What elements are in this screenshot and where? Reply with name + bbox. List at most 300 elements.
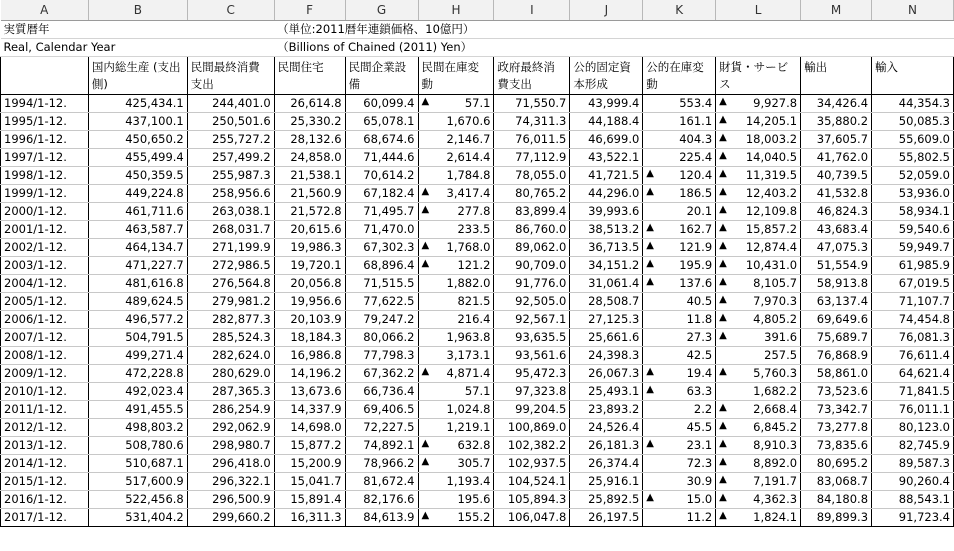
negative-value-cell[interactable]	[716, 238, 801, 256]
value-cell[interactable]: 73,342.7	[801, 400, 872, 418]
value-cell[interactable]: 40,739.5	[801, 166, 872, 184]
value-cell[interactable]: 21,572.8	[274, 202, 345, 220]
value-cell[interactable]: 67,362.2	[345, 364, 418, 382]
value-cell[interactable]: 2,146.7	[418, 130, 494, 148]
value-cell[interactable]: 481,616.8	[88, 274, 187, 292]
value-cell[interactable]: 38,513.2	[570, 220, 643, 238]
value-cell[interactable]: 26,067.3	[570, 364, 643, 382]
negative-value-cell[interactable]	[716, 418, 801, 436]
negative-value-cell[interactable]	[643, 166, 716, 184]
value-cell[interactable]: 298,980.7	[187, 436, 274, 454]
value-cell[interactable]: 61,985.9	[872, 256, 954, 274]
value-cell[interactable]: 44,188.4	[570, 112, 643, 130]
value-cell[interactable]: 450,359.5	[88, 166, 187, 184]
value-cell[interactable]: 39,993.6	[570, 202, 643, 220]
value-cell[interactable]: 404.3	[643, 130, 716, 148]
value-cell[interactable]: 76,611.4	[872, 346, 954, 364]
value-cell[interactable]: 76,011.5	[494, 130, 570, 148]
value-cell[interactable]: 67,019.5	[872, 274, 954, 292]
value-cell[interactable]: 45.5	[643, 418, 716, 436]
column-header-h[interactable]: H	[418, 0, 494, 20]
negative-value-cell[interactable]	[418, 94, 494, 112]
value-cell[interactable]: 19,986.3	[274, 238, 345, 256]
value-cell[interactable]: 76,868.9	[801, 346, 872, 364]
year-cell[interactable]: 2001/1-12.	[1, 220, 89, 238]
value-cell[interactable]: 18,184.3	[274, 328, 345, 346]
value-cell[interactable]: 464,134.7	[88, 238, 187, 256]
value-cell[interactable]: 36,713.5	[570, 238, 643, 256]
value-cell[interactable]: 1,024.8	[418, 400, 494, 418]
value-cell[interactable]: 79,247.2	[345, 310, 418, 328]
value-cell[interactable]: 47,075.3	[801, 238, 872, 256]
series-header[interactable]: 公的固定資本形成	[570, 56, 643, 94]
value-cell[interactable]: 60,099.4	[345, 94, 418, 112]
value-cell[interactable]: 225.4	[643, 148, 716, 166]
series-header[interactable]: 民間企業設備	[345, 56, 418, 94]
value-cell[interactable]: 279,981.2	[187, 292, 274, 310]
value-cell[interactable]: 11.2	[643, 508, 716, 526]
value-cell[interactable]: 24,858.0	[274, 148, 345, 166]
value-cell[interactable]: 105,894.3	[494, 490, 570, 508]
value-cell[interactable]: 58,913.8	[801, 274, 872, 292]
value-cell[interactable]: 14,698.0	[274, 418, 345, 436]
negative-value-cell[interactable]	[643, 238, 716, 256]
value-cell[interactable]: 84,613.9	[345, 508, 418, 526]
value-cell[interactable]: 26,614.8	[274, 94, 345, 112]
value-cell[interactable]: 498,803.2	[88, 418, 187, 436]
value-cell[interactable]: 296,322.1	[187, 472, 274, 490]
series-header[interactable]: 国内総生産 (支出側)	[88, 56, 187, 94]
value-cell[interactable]: 78,966.2	[345, 454, 418, 472]
unit-jp[interactable]: （単位:2011暦年連鎖価格、10億円）	[274, 20, 953, 38]
value-cell[interactable]: 71,495.7	[345, 202, 418, 220]
value-cell[interactable]: 41,532.8	[801, 184, 872, 202]
value-cell[interactable]: 15,891.4	[274, 490, 345, 508]
column-header-j[interactable]: J	[570, 0, 643, 20]
value-cell[interactable]: 102,937.5	[494, 454, 570, 472]
value-cell[interactable]: 437,100.1	[88, 112, 187, 130]
value-cell[interactable]: 86,760.0	[494, 220, 570, 238]
value-cell[interactable]: 76,081.3	[872, 328, 954, 346]
value-cell[interactable]: 24,398.3	[570, 346, 643, 364]
year-cell[interactable]: 1996/1-12.	[1, 130, 89, 148]
value-cell[interactable]: 455,499.4	[88, 148, 187, 166]
value-cell[interactable]: 499,271.4	[88, 346, 187, 364]
value-cell[interactable]: 91,776.0	[494, 274, 570, 292]
value-cell[interactable]: 26,374.4	[570, 454, 643, 472]
value-cell[interactable]: 450,650.2	[88, 130, 187, 148]
value-cell[interactable]: 255,727.2	[187, 130, 274, 148]
value-cell[interactable]: 73,523.6	[801, 382, 872, 400]
value-cell[interactable]: 287,365.3	[187, 382, 274, 400]
column-header-k[interactable]: K	[643, 0, 716, 20]
value-cell[interactable]: 80,695.2	[801, 454, 872, 472]
negative-value-cell[interactable]	[716, 130, 801, 148]
value-cell[interactable]: 97,323.8	[494, 382, 570, 400]
year-cell[interactable]: 2007/1-12.	[1, 328, 89, 346]
value-cell[interactable]: 46,699.0	[570, 130, 643, 148]
column-header-f[interactable]: F	[274, 0, 345, 20]
year-cell[interactable]: 2017/1-12.	[1, 508, 89, 526]
negative-value-cell[interactable]	[716, 148, 801, 166]
negative-value-cell[interactable]	[643, 490, 716, 508]
value-cell[interactable]: 299,660.2	[187, 508, 274, 526]
value-cell[interactable]: 20,103.9	[274, 310, 345, 328]
value-cell[interactable]: 216.4	[418, 310, 494, 328]
value-cell[interactable]: 74,454.8	[872, 310, 954, 328]
year-cell[interactable]: 2010/1-12.	[1, 382, 89, 400]
negative-value-cell[interactable]	[716, 436, 801, 454]
value-cell[interactable]: 83,899.4	[494, 202, 570, 220]
value-cell[interactable]: 2.2	[643, 400, 716, 418]
value-cell[interactable]: 489,624.5	[88, 292, 187, 310]
value-cell[interactable]: 55,609.0	[872, 130, 954, 148]
negative-value-cell[interactable]	[716, 328, 801, 346]
year-cell[interactable]: 2000/1-12.	[1, 202, 89, 220]
value-cell[interactable]: 15,877.2	[274, 436, 345, 454]
value-cell[interactable]: 492,023.4	[88, 382, 187, 400]
value-cell[interactable]: 517,600.9	[88, 472, 187, 490]
negative-value-cell[interactable]	[716, 310, 801, 328]
value-cell[interactable]: 3,173.1	[418, 346, 494, 364]
value-cell[interactable]: 100,869.0	[494, 418, 570, 436]
value-cell[interactable]: 84,180.8	[801, 490, 872, 508]
value-cell[interactable]: 26,181.3	[570, 436, 643, 454]
negative-value-cell[interactable]	[716, 364, 801, 382]
value-cell[interactable]: 63,137.4	[801, 292, 872, 310]
value-cell[interactable]: 76,011.1	[872, 400, 954, 418]
value-cell[interactable]: 195.6	[418, 490, 494, 508]
value-cell[interactable]: 83,068.7	[801, 472, 872, 490]
negative-value-cell[interactable]	[643, 256, 716, 274]
value-cell[interactable]: 80,123.0	[872, 418, 954, 436]
year-cell[interactable]: 2011/1-12.	[1, 400, 89, 418]
value-cell[interactable]: 59,949.7	[872, 238, 954, 256]
negative-value-cell[interactable]	[643, 436, 716, 454]
value-cell[interactable]: 271,199.9	[187, 238, 274, 256]
value-cell[interactable]: 90,709.0	[494, 256, 570, 274]
year-cell[interactable]: 2015/1-12.	[1, 472, 89, 490]
value-cell[interactable]: 41,762.0	[801, 148, 872, 166]
value-cell[interactable]: 68,896.4	[345, 256, 418, 274]
title-jp[interactable]: 実質暦年	[1, 20, 275, 38]
value-cell[interactable]: 522,456.8	[88, 490, 187, 508]
value-cell[interactable]: 282,624.0	[187, 346, 274, 364]
value-cell[interactable]: 14,196.2	[274, 364, 345, 382]
year-cell[interactable]: 2006/1-12.	[1, 310, 89, 328]
negative-value-cell[interactable]	[716, 274, 801, 292]
value-cell[interactable]: 20,056.8	[274, 274, 345, 292]
value-cell[interactable]: 71,550.7	[494, 94, 570, 112]
value-cell[interactable]: 461,711.6	[88, 202, 187, 220]
value-cell[interactable]: 43,522.1	[570, 148, 643, 166]
value-cell[interactable]: 20.1	[643, 202, 716, 220]
value-cell[interactable]: 296,500.9	[187, 490, 274, 508]
negative-value-cell[interactable]	[643, 184, 716, 202]
value-cell[interactable]: 82,745.9	[872, 436, 954, 454]
negative-value-cell[interactable]	[716, 508, 801, 526]
value-cell[interactable]: 92,505.0	[494, 292, 570, 310]
value-cell[interactable]: 263,038.1	[187, 202, 274, 220]
year-cell[interactable]: 2016/1-12.	[1, 490, 89, 508]
value-cell[interactable]: 27.3	[643, 328, 716, 346]
value-cell[interactable]: 91,723.4	[872, 508, 954, 526]
unit-en[interactable]: （Billions of Chained (2011) Yen）	[274, 38, 953, 56]
value-cell[interactable]: 71,515.5	[345, 274, 418, 292]
value-cell[interactable]: 11.8	[643, 310, 716, 328]
column-header-b[interactable]: B	[88, 0, 187, 20]
value-cell[interactable]: 472,228.8	[88, 364, 187, 382]
series-header[interactable]: 公的在庫変動	[643, 56, 716, 94]
value-cell[interactable]: 258,956.6	[187, 184, 274, 202]
value-cell[interactable]: 508,780.6	[88, 436, 187, 454]
value-cell[interactable]: 93,635.5	[494, 328, 570, 346]
value-cell[interactable]: 13,673.6	[274, 382, 345, 400]
value-cell[interactable]: 282,877.3	[187, 310, 274, 328]
column-header-a[interactable]: A	[1, 0, 89, 20]
series-header[interactable]: 輸出	[801, 56, 872, 94]
value-cell[interactable]: 491,455.5	[88, 400, 187, 418]
value-cell[interactable]: 93,561.6	[494, 346, 570, 364]
value-cell[interactable]: 16,311.3	[274, 508, 345, 526]
value-cell[interactable]: 463,587.7	[88, 220, 187, 238]
value-cell[interactable]: 81,672.4	[345, 472, 418, 490]
title-en[interactable]: Real, Calendar Year	[1, 38, 275, 56]
value-cell[interactable]: 280,629.0	[187, 364, 274, 382]
value-cell[interactable]: 1,784.8	[418, 166, 494, 184]
value-cell[interactable]: 244,401.0	[187, 94, 274, 112]
year-cell[interactable]: 1998/1-12.	[1, 166, 89, 184]
series-header[interactable]: 民間住宅	[274, 56, 345, 94]
value-cell[interactable]: 821.5	[418, 292, 494, 310]
value-cell[interactable]: 25,916.1	[570, 472, 643, 490]
negative-value-cell[interactable]	[418, 202, 494, 220]
value-cell[interactable]: 496,577.2	[88, 310, 187, 328]
year-cell[interactable]: 2002/1-12.	[1, 238, 89, 256]
value-cell[interactable]: 20,615.6	[274, 220, 345, 238]
value-cell[interactable]: 80,066.2	[345, 328, 418, 346]
value-cell[interactable]: 58,934.1	[872, 202, 954, 220]
value-cell[interactable]: 80,765.2	[494, 184, 570, 202]
negative-value-cell[interactable]	[643, 274, 716, 292]
value-cell[interactable]: 34,426.4	[801, 94, 872, 112]
column-header-m[interactable]: M	[801, 0, 872, 20]
value-cell[interactable]: 102,382.2	[494, 436, 570, 454]
value-cell[interactable]: 52,059.0	[872, 166, 954, 184]
year-cell[interactable]: 2008/1-12.	[1, 346, 89, 364]
value-cell[interactable]: 19,956.6	[274, 292, 345, 310]
value-cell[interactable]: 69,406.5	[345, 400, 418, 418]
negative-value-cell[interactable]	[716, 184, 801, 202]
negative-value-cell[interactable]	[418, 184, 494, 202]
value-cell[interactable]: 92,567.1	[494, 310, 570, 328]
value-cell[interactable]: 66,736.4	[345, 382, 418, 400]
value-cell[interactable]: 25,661.6	[570, 328, 643, 346]
value-cell[interactable]: 99,204.5	[494, 400, 570, 418]
value-cell[interactable]: 250,501.6	[187, 112, 274, 130]
value-cell[interactable]: 25,892.5	[570, 490, 643, 508]
series-header[interactable]: 輸入	[872, 56, 954, 94]
negative-value-cell[interactable]	[418, 454, 494, 472]
value-cell[interactable]: 89,587.3	[872, 454, 954, 472]
value-cell[interactable]: 15,041.7	[274, 472, 345, 490]
value-cell[interactable]: 89,062.0	[494, 238, 570, 256]
negative-value-cell[interactable]	[418, 238, 494, 256]
negative-value-cell[interactable]	[643, 382, 716, 400]
value-cell[interactable]: 25,493.1	[570, 382, 643, 400]
negative-value-cell[interactable]	[716, 202, 801, 220]
value-cell[interactable]: 77,798.3	[345, 346, 418, 364]
value-cell[interactable]: 34,151.2	[570, 256, 643, 274]
value-cell[interactable]: 1,193.4	[418, 472, 494, 490]
value-cell[interactable]: 82,176.6	[345, 490, 418, 508]
value-cell[interactable]: 37,605.7	[801, 130, 872, 148]
value-cell[interactable]: 268,031.7	[187, 220, 274, 238]
value-cell[interactable]: 296,418.0	[187, 454, 274, 472]
value-cell[interactable]: 69,649.6	[801, 310, 872, 328]
value-cell[interactable]: 23,893.2	[570, 400, 643, 418]
value-cell[interactable]: 286,254.9	[187, 400, 274, 418]
negative-value-cell[interactable]	[716, 166, 801, 184]
value-cell[interactable]: 90,260.4	[872, 472, 954, 490]
value-cell[interactable]: 77,112.9	[494, 148, 570, 166]
value-cell[interactable]: 65,078.1	[345, 112, 418, 130]
column-header-l[interactable]: L	[716, 0, 801, 20]
year-cell[interactable]: 1994/1-12.	[1, 94, 89, 112]
value-cell[interactable]: 161.1	[643, 112, 716, 130]
year-cell[interactable]: 2004/1-12.	[1, 274, 89, 292]
series-header[interactable]: 財貨・サービス	[716, 56, 801, 94]
series-header[interactable]: 政府最終消費支出	[494, 56, 570, 94]
value-cell[interactable]: 14,337.9	[274, 400, 345, 418]
value-cell[interactable]: 257,499.2	[187, 148, 274, 166]
value-cell[interactable]: 74,892.1	[345, 436, 418, 454]
value-cell[interactable]: 43,999.4	[570, 94, 643, 112]
column-header-c[interactable]: C	[187, 0, 274, 20]
value-cell[interactable]: 68,674.6	[345, 130, 418, 148]
negative-value-cell[interactable]	[716, 454, 801, 472]
series-header[interactable]: 民間在庫変動	[418, 56, 494, 94]
value-cell[interactable]: 276,564.8	[187, 274, 274, 292]
value-cell[interactable]: 73,835.6	[801, 436, 872, 454]
value-cell[interactable]: 504,791.5	[88, 328, 187, 346]
value-cell[interactable]: 67,302.3	[345, 238, 418, 256]
value-cell[interactable]: 233.5	[418, 220, 494, 238]
value-cell[interactable]: 73,277.8	[801, 418, 872, 436]
value-cell[interactable]: 41,721.5	[570, 166, 643, 184]
value-cell[interactable]: 30.9	[643, 472, 716, 490]
year-cell[interactable]: 1995/1-12.	[1, 112, 89, 130]
value-cell[interactable]: 27,125.3	[570, 310, 643, 328]
value-cell[interactable]: 553.4	[643, 94, 716, 112]
value-cell[interactable]: 53,936.0	[872, 184, 954, 202]
value-cell[interactable]: 1,963.8	[418, 328, 494, 346]
value-cell[interactable]: 64,621.4	[872, 364, 954, 382]
value-cell[interactable]: 471,227.7	[88, 256, 187, 274]
negative-value-cell[interactable]	[716, 256, 801, 274]
negative-value-cell[interactable]	[643, 364, 716, 382]
value-cell[interactable]: 43,683.4	[801, 220, 872, 238]
value-cell[interactable]: 292,062.9	[187, 418, 274, 436]
negative-value-cell[interactable]	[716, 112, 801, 130]
value-cell[interactable]: 89,899.3	[801, 508, 872, 526]
value-cell[interactable]: 1,219.1	[418, 418, 494, 436]
value-cell[interactable]: 40.5	[643, 292, 716, 310]
value-cell[interactable]: 72,227.5	[345, 418, 418, 436]
value-cell[interactable]: 50,085.3	[872, 112, 954, 130]
value-cell[interactable]: 1,682.2	[716, 382, 801, 400]
year-cell[interactable]: 2003/1-12.	[1, 256, 89, 274]
value-cell[interactable]: 24,526.4	[570, 418, 643, 436]
value-cell[interactable]: 59,540.6	[872, 220, 954, 238]
value-cell[interactable]: 44,354.3	[872, 94, 954, 112]
value-cell[interactable]: 57.1	[418, 382, 494, 400]
value-cell[interactable]: 46,824.3	[801, 202, 872, 220]
value-cell[interactable]: 71,107.7	[872, 292, 954, 310]
value-cell[interactable]: 78,055.0	[494, 166, 570, 184]
year-cell[interactable]: 2012/1-12.	[1, 418, 89, 436]
value-cell[interactable]: 72.3	[643, 454, 716, 472]
value-cell[interactable]: 88,543.1	[872, 490, 954, 508]
negative-value-cell[interactable]	[716, 292, 801, 310]
value-cell[interactable]: 26,197.5	[570, 508, 643, 526]
value-cell[interactable]: 449,224.8	[88, 184, 187, 202]
value-cell[interactable]: 104,524.1	[494, 472, 570, 490]
value-cell[interactable]: 257.5	[716, 346, 801, 364]
negative-value-cell[interactable]	[716, 472, 801, 490]
value-cell[interactable]: 71,470.0	[345, 220, 418, 238]
value-cell[interactable]: 255,987.3	[187, 166, 274, 184]
value-cell[interactable]: 58,861.0	[801, 364, 872, 382]
negative-value-cell[interactable]	[716, 94, 801, 112]
value-cell[interactable]: 44,296.0	[570, 184, 643, 202]
value-cell[interactable]: 1,882.0	[418, 274, 494, 292]
value-cell[interactable]: 19,720.1	[274, 256, 345, 274]
value-cell[interactable]: 28,132.6	[274, 130, 345, 148]
negative-value-cell[interactable]	[716, 220, 801, 238]
value-cell[interactable]: 25,330.2	[274, 112, 345, 130]
column-header-n[interactable]: N	[872, 0, 954, 20]
value-cell[interactable]: 28,508.7	[570, 292, 643, 310]
year-cell[interactable]: 2013/1-12.	[1, 436, 89, 454]
value-cell[interactable]: 42.5	[643, 346, 716, 364]
negative-value-cell[interactable]	[418, 364, 494, 382]
value-cell[interactable]: 2,614.4	[418, 148, 494, 166]
value-cell[interactable]: 531,404.2	[88, 508, 187, 526]
value-cell[interactable]: 16,986.8	[274, 346, 345, 364]
negative-value-cell[interactable]	[643, 220, 716, 238]
year-cell[interactable]: 1999/1-12.	[1, 184, 89, 202]
value-cell[interactable]: 51,554.9	[801, 256, 872, 274]
value-cell[interactable]: 55,802.5	[872, 148, 954, 166]
column-header-i[interactable]: I	[494, 0, 570, 20]
value-cell[interactable]: 70,614.2	[345, 166, 418, 184]
negative-value-cell[interactable]	[716, 400, 801, 418]
negative-value-cell[interactable]	[716, 490, 801, 508]
value-cell[interactable]: 35,880.2	[801, 112, 872, 130]
negative-value-cell[interactable]	[418, 508, 494, 526]
header-corner-cell[interactable]	[1, 56, 89, 94]
value-cell[interactable]: 15,200.9	[274, 454, 345, 472]
value-cell[interactable]: 95,472.3	[494, 364, 570, 382]
year-cell[interactable]: 1997/1-12.	[1, 148, 89, 166]
value-cell[interactable]: 510,687.1	[88, 454, 187, 472]
value-cell[interactable]: 272,986.5	[187, 256, 274, 274]
negative-value-cell[interactable]	[418, 256, 494, 274]
value-cell[interactable]: 106,047.8	[494, 508, 570, 526]
value-cell[interactable]: 285,524.3	[187, 328, 274, 346]
value-cell[interactable]: 31,061.4	[570, 274, 643, 292]
